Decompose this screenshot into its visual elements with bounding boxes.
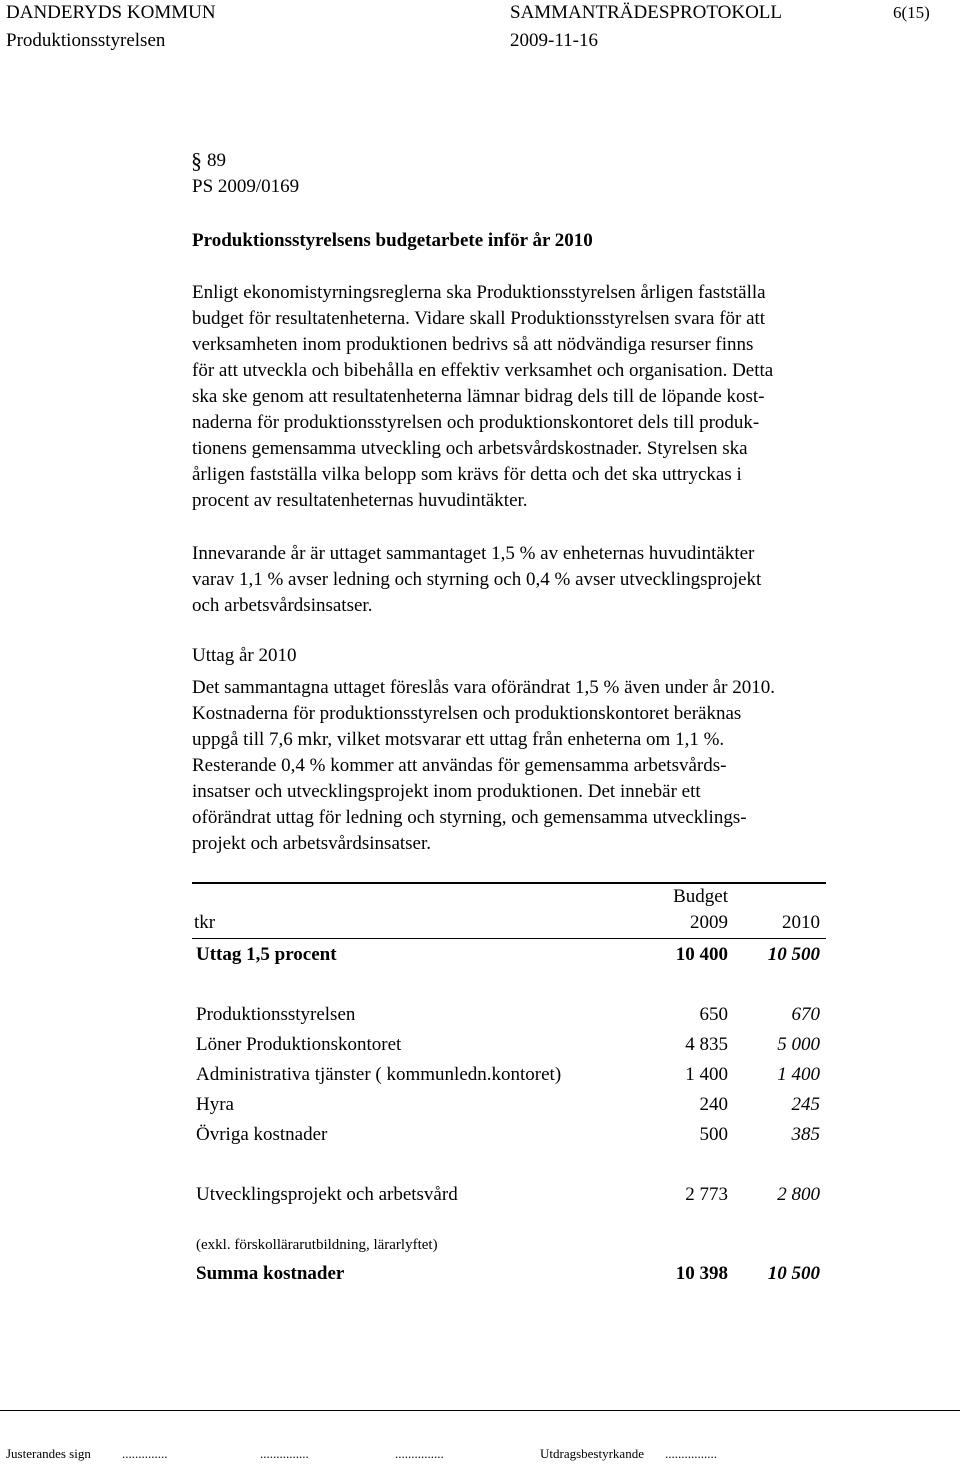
- value-2009: 1 400: [685, 1064, 728, 1085]
- row-label: Summa kostnader: [196, 1263, 345, 1284]
- text-line: för att utveckla och bibehålla en effektiv verksamhet och organisation. Detta: [192, 360, 774, 381]
- row-label: Administrativa tjänster ( kommunledn.kontoret): [196, 1064, 562, 1085]
- value-2010: 10 500: [767, 944, 820, 965]
- year-2010: 2010: [782, 912, 820, 933]
- table-header-years: [192, 912, 832, 936]
- row-label: Hyra: [196, 1094, 234, 1115]
- org-name: DANDERYDS KOMMUN: [6, 2, 216, 23]
- text-line: Enligt ekonomistyrningsreglerna ska Produktionsstyrelsen årligen fastställa: [192, 282, 766, 303]
- section-heading: Uttag år 2010: [192, 645, 297, 666]
- row-label: Utvecklingsprojekt och arbetsvård: [196, 1184, 458, 1205]
- value-2010: 10 500: [767, 1263, 820, 1284]
- section-sign-icon: §: [191, 148, 202, 173]
- footer-sign-label: Justerandes sign: [6, 1446, 91, 1461]
- budget-table: [192, 0, 832, 1464]
- text-line: Det sammantagna uttaget föreslås vara oförändrat 1,5 % även under år 2010.: [192, 677, 775, 698]
- item-reference: PS 2009/0169: [192, 176, 300, 197]
- signature-dots: ..............: [122, 1446, 168, 1461]
- text-line: projekt och arbetsvårdsinsatser.: [192, 833, 432, 854]
- page-number: 6(15): [893, 3, 930, 22]
- value-2009: 240: [699, 1094, 728, 1115]
- meeting-date: 2009-11-16: [510, 30, 598, 51]
- text-line: verksamheten inom produktionen bedrivs så att nödvändiga resurser finns: [192, 334, 754, 355]
- text-line: Innevarande år är uttaget sammantaget 1,5 % av enheternas huvudintäkter: [192, 543, 755, 564]
- table-row: [192, 1064, 832, 1088]
- value-2010: 5 000: [777, 1034, 820, 1055]
- budget-label: Budget: [673, 886, 728, 907]
- text-line: naderna för produktionsstyrelsen och produktionskontoret dels till produk-: [192, 412, 760, 433]
- item-number: 89: [207, 150, 226, 171]
- text-line: budget för resultatenheterna. Vidare skall Produktionsstyrelsen svara för att: [192, 308, 766, 329]
- row-label: Produktionsstyrelsen: [196, 1004, 356, 1025]
- text-line: Kostnaderna för produktionsstyrelsen och produktionskontoret beräknas: [192, 703, 742, 724]
- table-note: [192, 1237, 832, 1257]
- text-line: årligen fastställa vilka belopp som krävs för detta och det ska uttryckas i: [192, 464, 742, 485]
- table-header-rule: [192, 938, 826, 939]
- table-row: [192, 1004, 832, 1028]
- value-2009: 500: [699, 1124, 728, 1145]
- value-2009: 4 835: [685, 1034, 728, 1055]
- value-2010: 670: [791, 1004, 820, 1025]
- unit-label: tkr: [194, 912, 216, 933]
- document-type: SAMMANTRÄDESPROTOKOLL: [510, 2, 783, 23]
- value-2009: 10 398: [675, 1263, 728, 1284]
- department: Produktionsstyrelsen: [6, 30, 166, 51]
- text-line: insatser och utvecklingsprojekt inom produktionen. Det innebär ett: [192, 781, 701, 802]
- table-header-budget: [192, 886, 832, 910]
- value-2010: 1 400: [777, 1064, 820, 1085]
- text-line: Resterande 0,4 % kommer att användas för gemensamma arbetsvårds-: [192, 755, 727, 776]
- row-label: Övriga kostnader: [196, 1124, 328, 1145]
- value-2010: 385: [791, 1124, 820, 1145]
- value-2009: 2 773: [685, 1184, 728, 1205]
- note-text: (exkl. förskollärarutbildning, lärarlyftet): [196, 1237, 438, 1253]
- value-2009: 10 400: [675, 944, 728, 965]
- table-row: [192, 1094, 832, 1118]
- text-line: och arbetsvårdsinsatser.: [192, 595, 373, 616]
- row-label: Löner Produktionskontoret: [196, 1034, 402, 1055]
- table-row: [192, 1124, 832, 1148]
- table-row-utveckling: [192, 1184, 832, 1208]
- text-line: oförändrat uttag för ledning och styrning, och gemensamma utvecklings-: [192, 807, 747, 828]
- text-line: tionens gemensamma utveckling och arbetsvårdskostnader. Styrelsen ska: [192, 438, 748, 459]
- item-title: Produktionsstyrelsens budgetarbete inför år 2010: [192, 230, 593, 251]
- text-line: ska ske genom att resultatenheterna lämnar bidrag dels till de löpande kost-: [192, 386, 765, 407]
- text-line: uppgå till 7,6 mkr, vilket motsvarar ett uttag från enheterna om 1,1 %.: [192, 729, 725, 750]
- table-row-summa: [192, 1263, 832, 1287]
- year-2009: 2009: [690, 912, 728, 933]
- value-2009: 650: [699, 1004, 728, 1025]
- footer-extract-label: Utdragsbestyrkande: [540, 1446, 644, 1461]
- extract-dots: ................: [665, 1446, 717, 1461]
- footer-rule: [0, 1410, 960, 1411]
- signature-dots: ...............: [260, 1446, 309, 1461]
- value-2010: 245: [791, 1094, 820, 1115]
- table-row: [192, 1034, 832, 1058]
- table-row-uttag: [192, 944, 832, 968]
- text-line: procent av resultatenheternas huvudintäkter.: [192, 490, 528, 511]
- text-line: varav 1,1 % avser ledning och styrning och 0,4 % avser utvecklingsprojekt: [192, 569, 762, 590]
- signature-dots: ...............: [395, 1446, 444, 1461]
- value-2010: 2 800: [777, 1184, 820, 1205]
- row-label: Uttag 1,5 procent: [196, 944, 337, 965]
